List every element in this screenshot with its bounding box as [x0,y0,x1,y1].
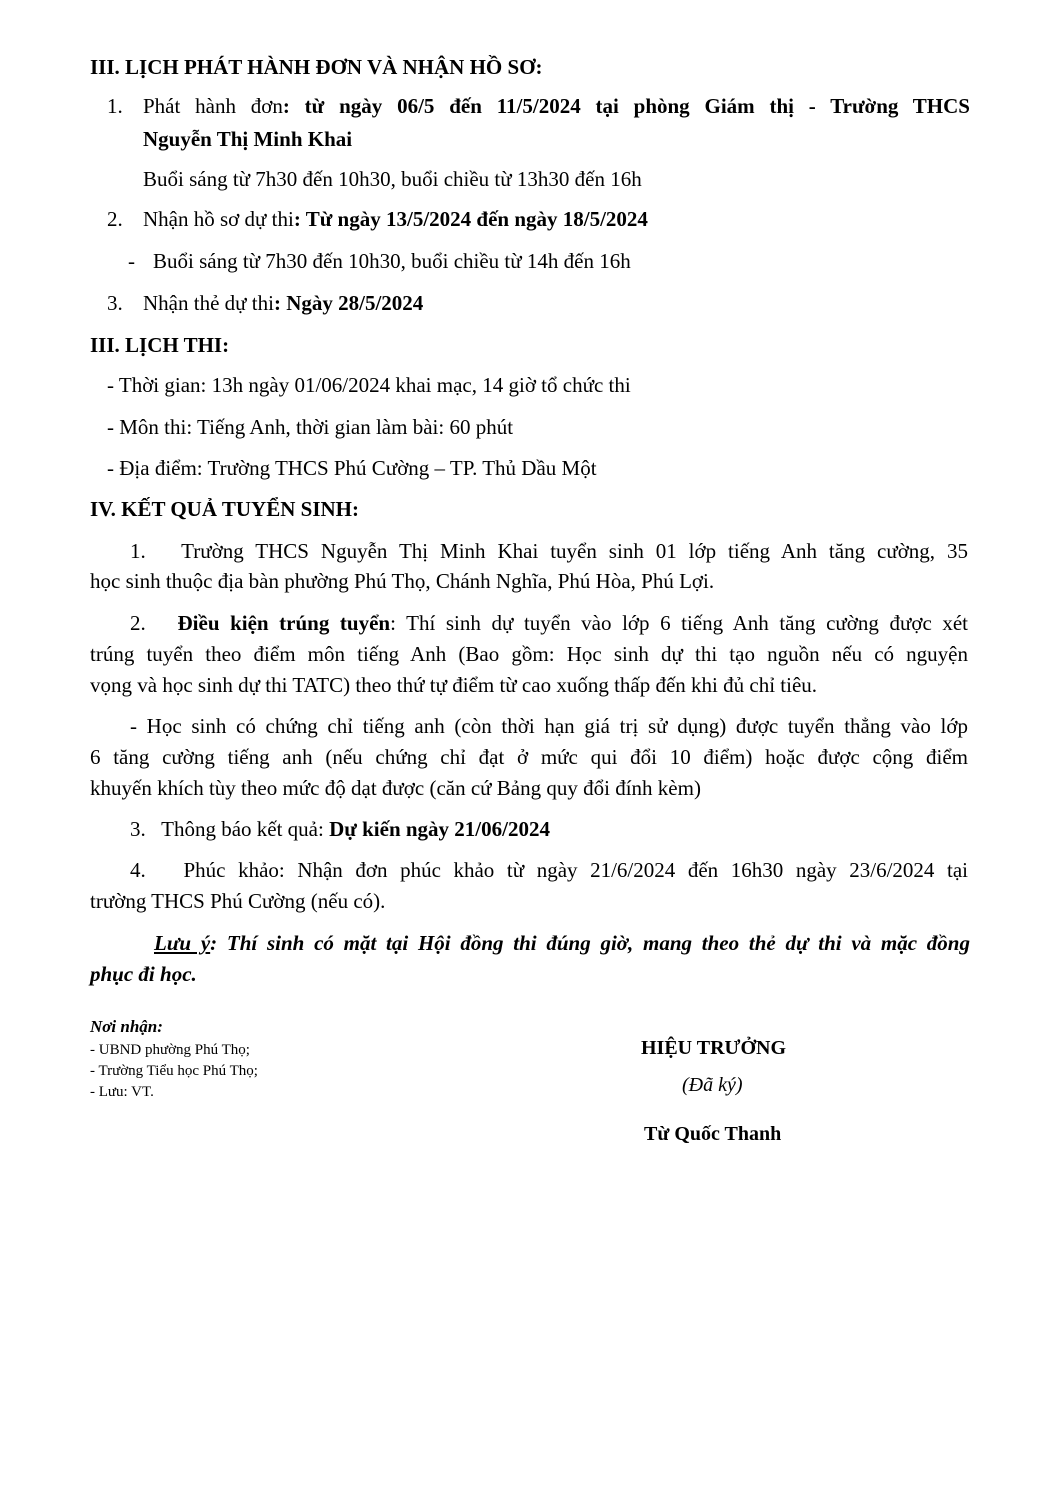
result-para-3-line2: 6 tăng cường tiếng anh (nếu chứng chỉ đạt ở mức qui đổi 10 điểm) hoặc được cộng điểm [90,745,968,769]
section-heading-results: IV. KẾT QUẢ TUYỂN SINH: [90,497,359,521]
section-heading-exam: III. LỊCH THI: [90,333,230,357]
note-line2: phục đi học. [90,962,197,986]
issue-item-2: Nhận hồ sơ dự thi: Từ ngày 13/5/2024 đến ngày 18/5/2024 [143,207,648,231]
signer-role: HIỆU TRƯỞNG [641,1037,787,1059]
signed-note: (Đã ký) [682,1074,743,1096]
result-para-3-line3: khuyến khích tùy theo mức độ dạt được (căn cứ Bảng quy đổi đính kèm) [90,776,701,800]
exam-time: - Thời gian: 13h ngày 01/06/2024 khai mạc, 14 giờ tổ chức thi [107,373,631,397]
bullet-dash: - [128,249,135,273]
result-para-5-line2: trường THCS Phú Cường (nếu có). [90,889,386,913]
exam-location: - Địa điểm: Trường THCS Phú Cường – TP. Thủ Dầu Một [107,456,597,480]
recipient-item: - Lưu: VT. [90,1084,154,1100]
result-para-5-line1: 4. Phúc khảo: Nhận đơn phúc khảo từ ngày 21/6/2024 đến 16h30 ngày 23/6/2024 tại [130,858,968,882]
result-para-3-line1: - Học sinh có chứng chỉ tiếng anh (còn thời hạn giá trị sử dụng) được tuyển thẳng vào lớp [130,714,968,738]
recipient-item: - UBND phường Phú Thọ; [90,1042,250,1058]
result-para-2-line3: vọng và học sinh dự thi TATC) theo thứ tự điểm từ cao xuống thấp đến khi đủ chỉ tiêu. [90,673,818,697]
issue-item-1-line2: Nguyễn Thị Minh Khai [143,127,353,151]
list-number: 3. [107,291,123,315]
note-line1: Lưu ý: Thí sinh có mặt tại Hội đồng thi đúng giờ, mang theo thẻ dự thi và mặc đồng [154,931,970,955]
signer-name: Từ Quốc Thanh [644,1123,782,1145]
section-heading-issue: III. LỊCH PHÁT HÀNH ĐƠN VÀ NHẬN HỒ SƠ: [90,55,543,79]
result-para-1-line2: học sinh thuộc địa bàn phường Phú Thọ, Chánh Nghĩa, Phú Hòa, Phú Lợi. [90,569,715,593]
recipients-title: Nơi nhận: [90,1017,163,1036]
result-para-4: 3. Thông báo kết quả: Dự kiến ngày 21/06/2024 [130,817,550,841]
issue-item-3: Nhận thẻ dự thi: Ngày 28/5/2024 [143,291,424,315]
result-para-1-line1: 1. Trường THCS Nguyễn Thị Minh Khai tuyển sinh 01 lớp tiếng Anh tăng cường, 35 [130,539,968,563]
issue-item-2-schedule: Buổi sáng từ 7h30 đến 10h30, buổi chiều từ 14h đến 16h [153,249,631,273]
list-number: 2. [107,207,123,231]
result-para-2-line1: 2. Điều kiện trúng tuyển: Thí sinh dự tuyển vào lớp 6 tiếng Anh tăng cường được xét [130,611,969,635]
exam-subject: - Môn thi: Tiếng Anh, thời gian làm bài: 60 phút [107,415,514,439]
issue-item-1-line1: Phát hành đơn: từ ngày 06/5 đến 11/5/2024 tại phòng Giám thị - Trường THCS [143,94,970,118]
list-number: 1. [107,94,123,118]
recipient-item: - Trường Tiểu học Phú Thọ; [90,1063,258,1079]
result-para-2-line2: trúng tuyển theo điểm môn tiếng Anh (Bao gồm: Học sinh dự thi tạo nguồn nếu có nguyện [90,642,968,666]
issue-item-1-schedule: Buổi sáng từ 7h30 đến 10h30, buổi chiều từ 13h30 đến 16h [143,167,642,191]
